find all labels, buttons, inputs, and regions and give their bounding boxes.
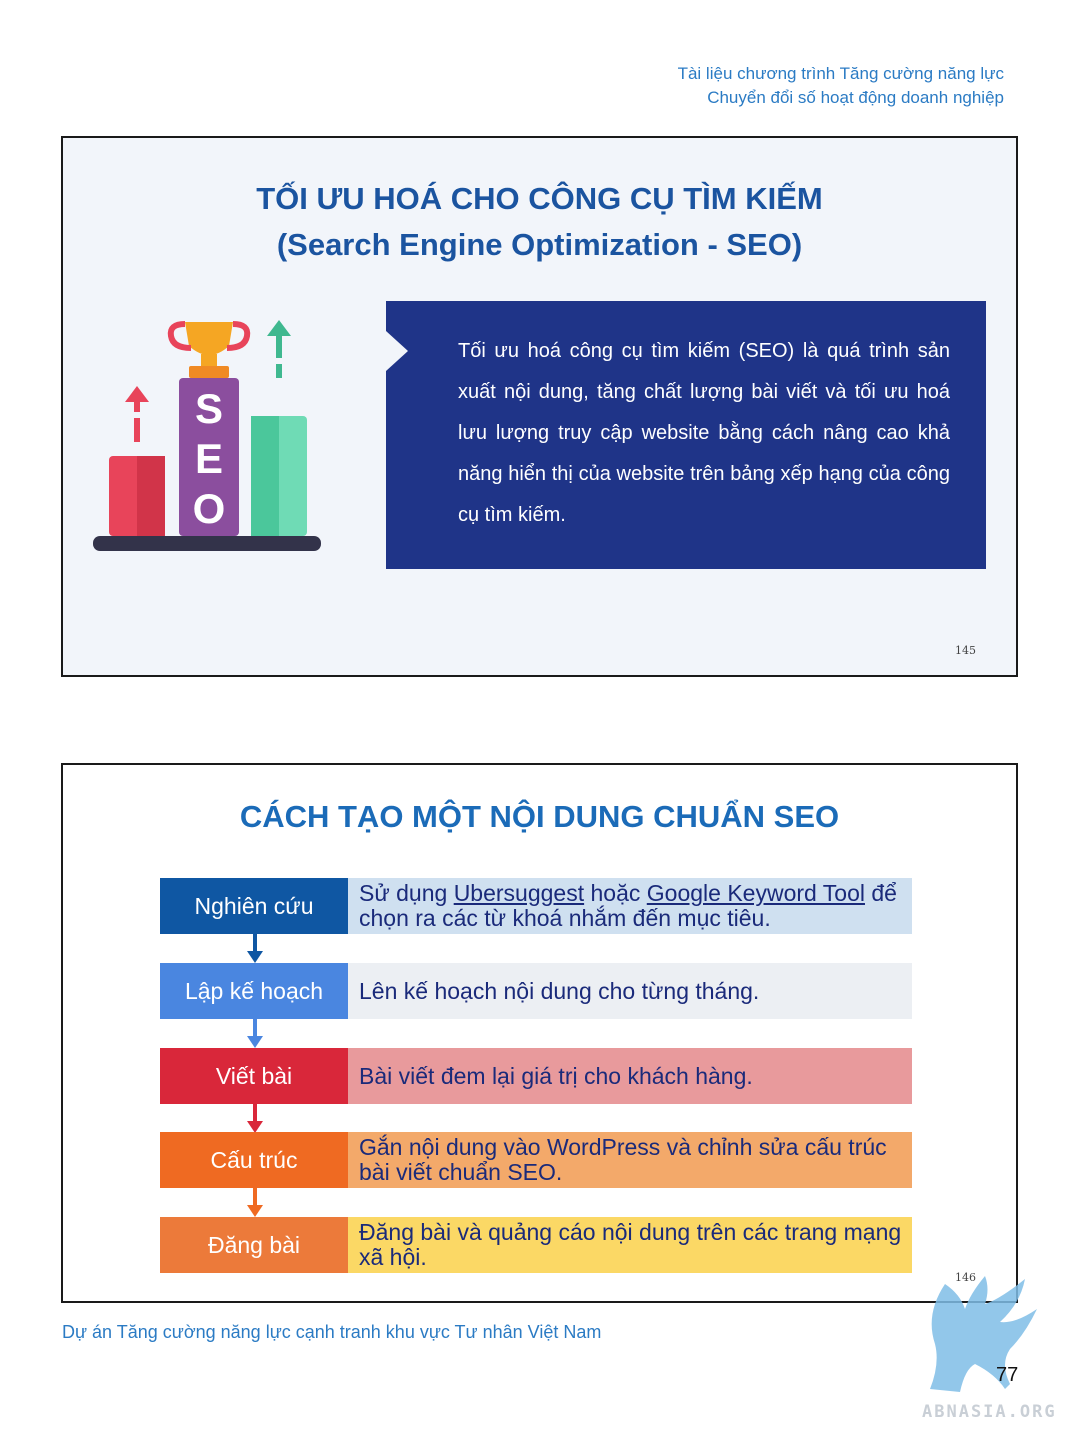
abnasia-watermark-logo <box>915 1274 1040 1399</box>
seo-podium-illustration <box>93 316 333 556</box>
arrow-down-icon <box>247 951 263 963</box>
green-bar-shade <box>251 416 279 536</box>
griffin-icon <box>930 1276 1037 1392</box>
slide-title <box>63 176 1016 268</box>
arrow-down-icon <box>247 1205 263 1217</box>
connector-4 <box>253 1188 257 1206</box>
step-row-plan <box>160 963 912 1019</box>
slide-title: CÁCH TẠO MỘT NỘI DUNG CHUẨN SEO <box>239 799 840 834</box>
trophy-stem <box>201 354 217 368</box>
step-label-structure: Cấu trúc <box>160 1132 348 1188</box>
header-line-1: Tài liệu chương trình Tăng cường năng lực <box>677 64 1004 83</box>
seo-letter-o: O <box>192 485 226 532</box>
google-keyword-tool-link[interactable]: Google Keyword Tool <box>646 880 865 906</box>
step-desc-research-text <box>359 881 902 931</box>
green-arrow-dot <box>276 364 282 378</box>
step-label-write: Viết bài <box>160 1048 348 1104</box>
definition-text: Tối ưu hoá công cụ tìm kiếm (SEO) là quá trình sản xuất nội dung, tăng chất lượng bài viết và tối ưu hoá lưu lượng truy cập website bằng cách nâng cao khả năng hiển thị của website trên bảng xếp hạng của công cụ tìm kiếm. <box>458 340 950 526</box>
definition-box <box>386 301 986 569</box>
step-row-research <box>160 878 912 934</box>
seo-letter-e: E <box>194 435 224 482</box>
desc-suffix: để chọn ra các từ khoá nhắm đến mục tiêu. <box>359 880 897 931</box>
step-desc-write: Bài viết đem lại giá trị cho khách hàng. <box>348 1048 912 1104</box>
step-label-plan: Lập kế hoạch <box>160 963 348 1019</box>
document-footer: Dự án Tăng cường năng lực cạnh tranh khu vực Tư nhân Việt Nam <box>62 1322 602 1342</box>
slide-seo-process <box>61 763 1018 1303</box>
box-notch <box>386 331 408 371</box>
connector-1 <box>253 934 257 952</box>
document-header <box>678 62 1004 110</box>
red-bar-shade <box>137 456 165 536</box>
desc-mid: hoặc <box>584 880 647 906</box>
seo-letter-s: S <box>194 385 224 432</box>
step-desc-research <box>348 878 912 934</box>
green-arrow-shaft <box>276 336 282 358</box>
step-row-publish <box>160 1217 912 1273</box>
desc-prefix: Sử dụng <box>359 880 454 906</box>
step-label-publish: Đăng bài <box>160 1217 348 1273</box>
slide-seo-definition <box>61 136 1018 677</box>
step-row-structure <box>160 1132 912 1188</box>
connector-2 <box>253 1019 257 1037</box>
header-line-2: Chuyển đổi số hoạt động doanh nghiệp <box>707 88 1004 107</box>
connector-3 <box>253 1104 257 1122</box>
step-label-research: Nghiên cứu <box>160 878 348 934</box>
trophy-base <box>189 366 229 378</box>
document-page-number: 77 <box>996 1364 1019 1386</box>
slide-page-number: 145 <box>955 644 976 657</box>
trophy-cup-icon <box>185 322 233 355</box>
step-desc-publish: Đăng bài và quảng cáo nội dung trên các trang mạng xã hội. <box>348 1217 912 1273</box>
red-arrow-shaft <box>134 418 140 442</box>
watermark-text: ABNASIA.ORG <box>922 1402 1057 1422</box>
step-desc-structure: Gắn nội dung vào WordPress và chỉnh sửa cấu trúc bài viết chuẩn SEO. <box>348 1132 912 1188</box>
slide-title-line-2: (Search Engine Optimization - SEO) <box>276 227 803 262</box>
green-arrow-icon <box>267 320 291 336</box>
step-row-write <box>160 1048 912 1104</box>
arrow-down-icon <box>247 1036 263 1048</box>
ubersuggest-link[interactable]: Ubersuggest <box>453 880 585 906</box>
step-desc-plan: Lên kế hoạch nội dung cho từng tháng. <box>348 963 912 1019</box>
slide-title-line-1: TỐI ƯU HOÁ CHO CÔNG CỤ TÌM KIẾM <box>256 181 823 216</box>
red-arrow-dot <box>134 402 140 412</box>
red-arrow-icon <box>125 386 149 402</box>
podium-base <box>93 536 321 551</box>
slide-page-number: 146 <box>955 1271 976 1284</box>
